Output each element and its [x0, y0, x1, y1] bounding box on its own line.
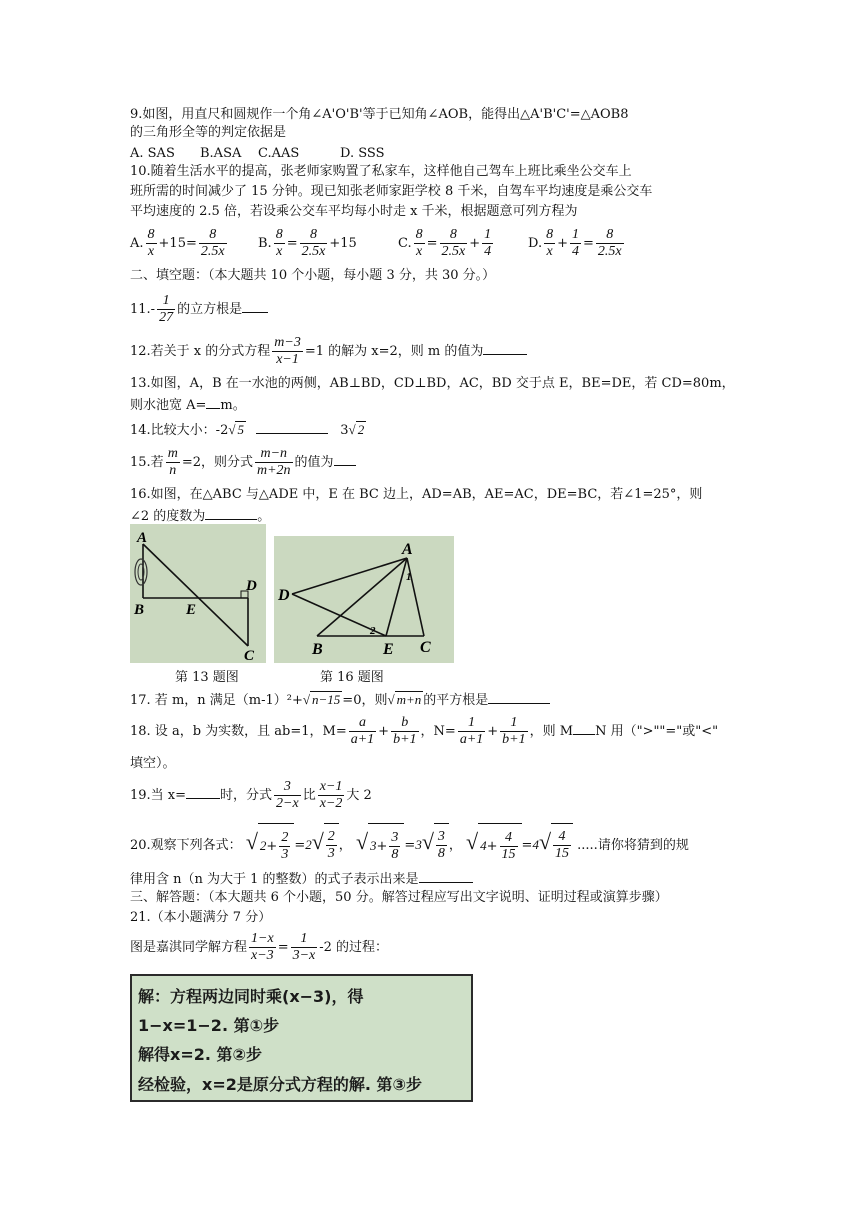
fig16-angle-2: 2 [370, 625, 376, 637]
q9-option-a: A. SAS [130, 146, 175, 161]
figure-13-diagram [130, 524, 266, 663]
section-2-heading: 二、填空题：（本大题共 10 个小题，每小题 3 分，共 30 分。） [130, 268, 496, 283]
fig16-label-c: C [420, 639, 431, 656]
q16-line1: 16.如图，在△ABC 与△ADE 中，E 在 BC 边上，AD=AB，AE=AC，DE=BC，若∠1=25°，则 [130, 487, 703, 502]
q9-option-c: C.AAS [258, 146, 300, 161]
q14: 14.比较大小：-2√ 5 3√ 2 [130, 422, 365, 438]
q13-line2: 则水池宽 A= m。 [130, 398, 246, 413]
fig16-label-a: A [402, 541, 413, 558]
q11-answer-blank [242, 300, 268, 313]
q20-line2: 律用含 n（n 为大于 1 的整数）的式子表示出来是 [130, 870, 473, 888]
fig16-angle-1: 1 [406, 571, 412, 583]
q10-line2: 班所需的时间减少了 15 分钟。现已知张老师家距学校 8 千米，自驾车平均速度是乘公交车 [130, 184, 653, 199]
fig13-label-e: E [186, 602, 197, 618]
q10-option-c: C. $\frac{8}{x}$ = $\frac{8}{2.5x}$ + $\frac{1}{4}$ [398, 227, 492, 259]
q10-line3: 平均速度的 2.5 倍，若设乘公交车平均每小时走 x 千米，根据题意可列方程为 [130, 204, 578, 219]
q16-line2: ∠2 的度数为 。 [130, 509, 271, 524]
q19-answer-blank [186, 786, 220, 799]
q12: 12.若关于 x 的分式方程 $\frac{m-3}{x-1}$ =1 的解为 x=2，则 m 的值为 [130, 332, 527, 372]
fig16-label-d: D [278, 587, 290, 604]
q10-line1: 10.随着生活水平的提高，张老师家购置了私家车，这样他自己驾车上班比乘坐公交车上 [130, 164, 632, 179]
fig16-label-e: E [383, 641, 394, 658]
q20-answer-blank [419, 870, 473, 883]
q20: 20.观察下列各式： √ 2+ $\frac{2}{3}$ =2√ $\frac{2}{3}$ ， √ 3+ $\frac{3}{8}$ =3√ $\frac{3}{8}$ ， √ 4+ $\frac{4}{15}$ =4√ $\frac{4}{15}$ .....请你将猜到的规 [130, 820, 689, 869]
q15-answer-blank [334, 453, 356, 466]
figure-16-caption: 第 16 题图 [320, 670, 384, 685]
q12-answer-blank [483, 342, 527, 355]
q18: 18. 设 a，b 为实数，且 ab=1，M= $\frac{a}{a+1}$ + $\frac{b}{b+1}$ ，N= $\frac{1}{a+1}$ + $\frac{1}{b+1}$ ，则 M N 用（">""="或"<" [130, 715, 719, 747]
q9-options [130, 146, 385, 162]
solution-line-2: 1−x=1−2. 第①步 [138, 1016, 280, 1035]
q21-statement: 图是嘉淇同学解方程 $\frac{1-x}{x-3}$ = $\frac{1}{3-x}$ -2 的过程： [130, 931, 389, 963]
q11: 11.- $\frac{1}{27}$ 的立方根是 [130, 290, 268, 330]
q21-solution-image [130, 974, 473, 1102]
figure-16 [274, 536, 454, 663]
section-3-heading: 三、解答题：（本大题共 6 个小题，50 分。解答过程应写出文字说明、证明过程或演算步骤） [130, 890, 668, 905]
q15: 15.若 $\frac{m}{n}$ =2，则分式 $\frac{m-n}{m+2n}$ 的值为 [130, 443, 356, 483]
solution-line-4: 经检验，x=2是原分式方程的解. 第③步 [138, 1075, 423, 1094]
q10-option-d: D. $\frac{8}{x}$ + $\frac{1}{4}$ = $\frac{8}{2.5x}$ [528, 227, 622, 259]
solution-line-1: 解：方程两边同时乘(x−3)，得 [138, 987, 364, 1006]
figure-13 [130, 524, 266, 663]
solution-line-3: 解得x=2. 第②步 [138, 1045, 263, 1064]
q19: 19.当 x= 时，分式 $\frac{3}{2-x}$ 比 $\frac{x-1}{x-2}$ 大 2 [130, 779, 372, 811]
q9-option-d: D. SSS [340, 146, 385, 161]
fig13-label-c: C [244, 648, 255, 663]
q18-line2: 填空）。 [130, 756, 176, 771]
q21-title: 21.（本小题满分 7 分） [130, 910, 272, 925]
q9-line2: 的三角形全等的判定依据是 [130, 125, 287, 140]
q9-option-b: B.ASA [200, 146, 242, 161]
q10-option-b: B. $\frac{8}{x}$ = $\frac{8}{2.5x}$ +15 [258, 227, 357, 259]
fig13-label-d: D [246, 578, 257, 594]
fig16-label-b: B [312, 641, 323, 658]
fig13-label-a: A [137, 530, 148, 546]
q9-line1: 9.如图，用直尺和圆规作一个角∠A'O'B'等于已知角∠AOB，能得出△A'B'C'=△AOB8 [130, 107, 629, 122]
q16-answer-blank [205, 507, 257, 520]
fig13-label-b: B [134, 602, 145, 618]
figure-13-caption: 第 13 题图 [175, 670, 239, 685]
q18-answer-blank [573, 722, 595, 735]
q10-option-a: A. $\frac{8}{x}$ +15= $\frac{8}{2.5x}$ [130, 227, 225, 259]
q14-answer-blank [256, 421, 328, 434]
q13-line1: 13.如图，A，B 在一水池的两侧，AB⊥BD，CD⊥BD，AC，BD 交于点 E，BE=DE，若 CD=80m， [130, 376, 735, 391]
q10-options [130, 224, 622, 264]
q13-answer-blank [206, 396, 220, 409]
q17: 17. 若 m，n 满足（m-1）²+√ n−15 =0，则√ m+n 的平方根是 [130, 688, 550, 713]
q17-answer-blank [488, 691, 550, 704]
figure-16-diagram [274, 536, 454, 663]
